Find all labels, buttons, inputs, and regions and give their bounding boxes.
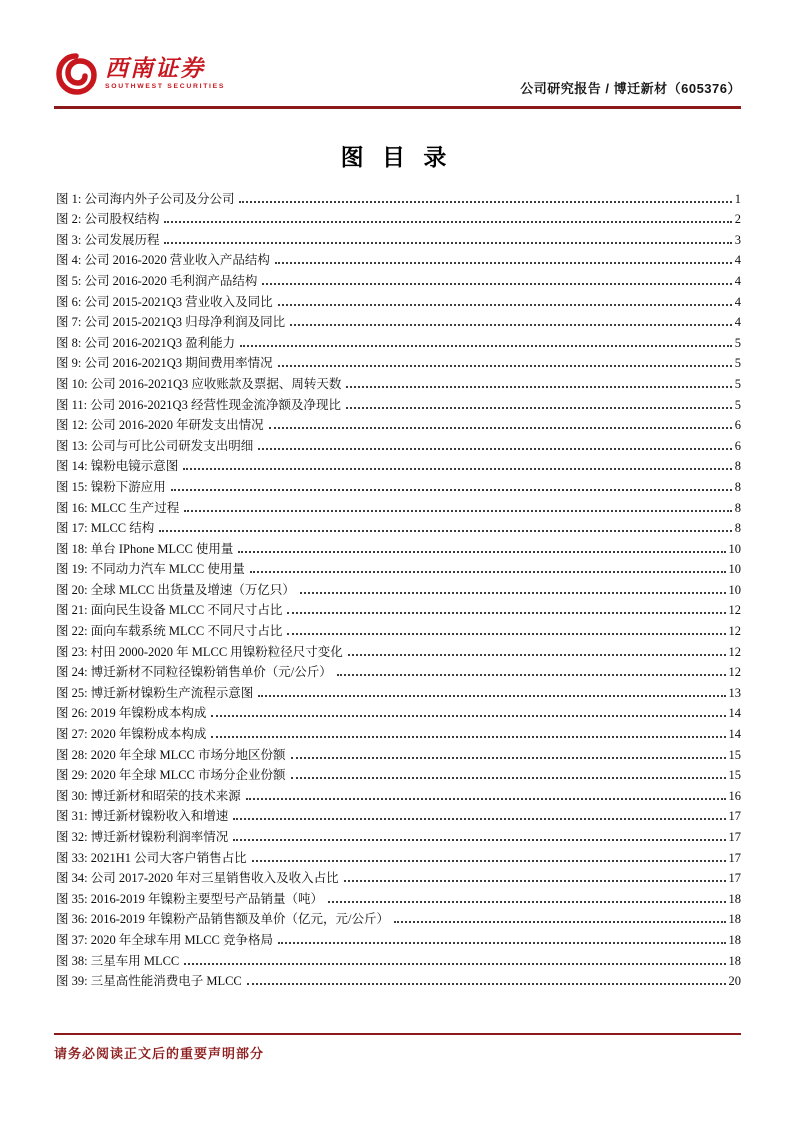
- report-type-label: 公司研究报告 / 博迁新材（605376）: [520, 81, 741, 96]
- toc-entry-label: 图 17: MLCC 结构: [56, 521, 155, 536]
- toc-leader-dots: [300, 592, 726, 594]
- toc-leader-dots: [159, 530, 731, 532]
- toc-leader-dots: [344, 880, 726, 882]
- toc-entry-label: 图 15: 镍粉下游应用: [56, 479, 166, 494]
- toc-entry: [56, 433, 741, 454]
- toc-entry-label: 图 10: 公司 2016-2021Q3 应收账款及票据、周转天数: [56, 376, 342, 391]
- toc-entry-label: 图 29: 2020 年全球 MLCC 市场分企业份额: [56, 768, 286, 783]
- toc-entry-label: 图 30: 博迁新材和昭荣的技术来源: [56, 788, 241, 803]
- toc-entry: [56, 577, 741, 598]
- toc-entry: [56, 371, 741, 392]
- toc-entry-page: 18: [728, 953, 741, 968]
- toc-leader-dots: [164, 221, 731, 223]
- toc-entry-page: 5: [734, 356, 741, 371]
- toc-entry-label: 图 7: 公司 2015-2021Q3 归母净利润及同比: [56, 315, 286, 330]
- toc-entry: [56, 927, 741, 948]
- toc-entry: [56, 536, 741, 557]
- toc-leader-dots: [211, 736, 725, 738]
- toc-entry: [56, 186, 741, 207]
- toc-entry-page: 17: [728, 871, 741, 886]
- toc-leader-dots: [252, 860, 726, 862]
- toc-leader-dots: [211, 715, 725, 717]
- toc-entry-page: 12: [728, 624, 741, 639]
- toc-entry-label: 图 31: 博迁新材镍粉收入和增速: [56, 809, 229, 824]
- toc-leader-dots: [164, 242, 731, 244]
- toc-leader-dots: [291, 757, 726, 759]
- toc-leader-dots: [275, 262, 732, 264]
- toc-leader-dots: [171, 489, 732, 491]
- toc-entry: [56, 495, 741, 516]
- toc-entry: [56, 907, 741, 928]
- toc-entry-label: 图 3: 公司发展历程: [56, 232, 160, 247]
- footer-disclaimer: 请务必阅读正文后的重要声明部分: [54, 1046, 265, 1061]
- toc-entry-label: 图 33: 2021H1 公司大客户销售占比: [56, 850, 247, 865]
- toc-entry-label: 图 28: 2020 年全球 MLCC 市场分地区份额: [56, 747, 286, 762]
- toc-entry-page: 15: [728, 768, 741, 783]
- toc-leader-dots: [246, 798, 726, 800]
- toc-entry-page: 4: [734, 273, 741, 288]
- toc-leader-dots: [278, 365, 732, 367]
- toc-entry-page: 14: [728, 706, 741, 721]
- toc-leader-dots: [233, 818, 725, 820]
- toc-entry-page: 17: [728, 850, 741, 865]
- toc-entry: [56, 845, 741, 866]
- toc-entry-label: 图 27: 2020 年镍粉成本构成: [56, 727, 207, 742]
- toc-entry: [56, 618, 741, 639]
- toc-entry-label: 图 22: 面向车载系统 MLCC 不同尺寸占比: [56, 624, 283, 639]
- toc-entry-page: 20: [728, 974, 741, 989]
- toc-leader-dots: [287, 633, 725, 635]
- toc-leader-dots: [183, 468, 732, 470]
- toc-entry-label: 图 12: 公司 2016-2020 年研发支出情况: [56, 418, 264, 433]
- toc-entry-label: 图 21: 面向民生设备 MLCC 不同尺寸占比: [56, 603, 283, 618]
- toc-leader-dots: [348, 654, 726, 656]
- toc-entry: [56, 804, 741, 825]
- toc-leader-dots: [258, 695, 725, 697]
- toc-leader-dots: [328, 901, 725, 903]
- toc-entry-label: 图 14: 镍粉电镜示意图: [56, 459, 179, 474]
- toc-leader-dots: [239, 201, 731, 203]
- toc-entry-label: 图 20: 全球 MLCC 出货量及增速（万亿只）: [56, 582, 295, 597]
- toc-entry: [56, 454, 741, 475]
- toc-leader-dots: [184, 963, 725, 965]
- toc-entry-page: 6: [734, 418, 741, 433]
- toc-leader-dots: [233, 839, 725, 841]
- toc-leader-dots: [250, 571, 726, 573]
- toc-leader-dots: [278, 304, 732, 306]
- toc-entry: [56, 207, 741, 228]
- toc-entry-label: 图 38: 三星车用 MLCC: [56, 953, 180, 968]
- toc-entry-label: 图 18: 单台 IPhone MLCC 使用量: [56, 541, 234, 556]
- toc-entry-page: 2: [734, 212, 741, 227]
- toc-entry-page: 5: [734, 335, 741, 350]
- brand-text: [105, 57, 225, 91]
- toc-leader-dots: [394, 921, 726, 923]
- toc-leader-dots: [258, 448, 732, 450]
- toc-entry-label: 图 16: MLCC 生产过程: [56, 500, 180, 515]
- toc-entry-page: 4: [734, 315, 741, 330]
- toc-leader-dots: [247, 983, 726, 985]
- toc-entry-label: 图 25: 博迁新材镍粉生产流程示意图: [56, 685, 254, 700]
- toc-leader-dots: [269, 427, 732, 429]
- toc-entry: [56, 721, 741, 742]
- toc-entry-page: 17: [728, 809, 741, 824]
- brand-name-en: SOUTHWEST SECURITIES: [105, 83, 226, 91]
- toc-entry-label: 图 19: 不同动力汽车 MLCC 使用量: [56, 562, 245, 577]
- toc-leader-dots: [337, 674, 726, 676]
- toc-entry-label: 图 23: 村田 2000-2020 年 MLCC 用镍粉粒径尺寸变化: [56, 644, 343, 659]
- toc-entry: [56, 516, 741, 537]
- toc-entry-page: 6: [734, 438, 741, 453]
- toc-entry-label: 图 1: 公司海内外子公司及分公司: [56, 191, 235, 206]
- toc-entry-page: 18: [728, 932, 741, 947]
- toc-leader-dots: [290, 324, 732, 326]
- toc-entry: [56, 680, 741, 701]
- brand-name-cn: 西南证券: [105, 56, 205, 82]
- toc-entry-label: 图 35: 2016-2019 年镍粉主要型号产品销量（吨）: [56, 891, 324, 906]
- toc-entry-page: 4: [734, 294, 741, 309]
- toc-entry: [56, 268, 741, 289]
- toc-entry-page: 8: [734, 479, 741, 494]
- toc-entry-label: 图 39: 三星高性能消费电子 MLCC: [56, 974, 242, 989]
- toc-entry-page: 10: [728, 562, 741, 577]
- toc-entry-page: 10: [728, 582, 741, 597]
- toc-entry-page: 4: [734, 253, 741, 268]
- southwest-securities-swirl-icon: [54, 52, 98, 96]
- toc-leader-dots: [262, 283, 731, 285]
- toc-entry-page: 18: [728, 891, 741, 906]
- toc-entry-page: 5: [734, 376, 741, 391]
- toc-entry-page: 17: [728, 830, 741, 844]
- toc-entry-page: 10: [728, 541, 741, 556]
- toc-leader-dots: [346, 386, 731, 388]
- toc-entry: [56, 289, 741, 310]
- toc-entry: [56, 886, 741, 907]
- toc-leader-dots: [278, 942, 725, 944]
- toc-entry-label: 图 4: 公司 2016-2020 营业收入产品结构: [56, 253, 270, 268]
- toc-entry-label: 图 9: 公司 2016-2021Q3 期间费用率情况: [56, 356, 273, 371]
- toc-entry-label: 图 5: 公司 2016-2020 毛利润产品结构: [56, 273, 258, 288]
- toc-entry: [56, 948, 741, 969]
- toc-entry-page: 14: [728, 727, 741, 742]
- toc-entry-page: 12: [728, 665, 741, 680]
- toc-entry-label: 图 6: 公司 2015-2021Q3 营业收入及同比: [56, 294, 273, 309]
- report-footer: [54, 1033, 741, 1062]
- toc-entry-page: 12: [728, 603, 741, 618]
- toc-entry-page: 16: [728, 788, 741, 803]
- toc-entry: [56, 824, 741, 845]
- toc-entry-label: 图 37: 2020 年全球车用 MLCC 竞争格局: [56, 932, 274, 947]
- toc-entry-page: 3: [734, 232, 741, 247]
- toc-leader-dots: [287, 612, 725, 614]
- toc-entry: [56, 392, 741, 413]
- toc-entry: [56, 598, 741, 619]
- toc-entry: [56, 557, 741, 578]
- toc-entry-label: 图 26: 2019 年镍粉成本构成: [56, 706, 207, 721]
- toc-entry-label: 图 8: 公司 2016-2021Q3 盈利能力: [56, 335, 236, 350]
- report-header: [54, 42, 741, 109]
- toc-entry: [56, 474, 741, 495]
- toc-entry-page: 13: [728, 685, 741, 700]
- toc-leader-dots: [346, 407, 732, 409]
- toc-entry: [56, 742, 741, 763]
- toc-entry: [56, 330, 741, 351]
- page-title: 图 目 录: [340, 144, 453, 170]
- toc-entry: [56, 783, 741, 804]
- toc-entry: [56, 413, 741, 434]
- toc-leader-dots: [240, 345, 732, 347]
- toc-entry-label: 图 36: 2016-2019 年镍粉产品销售额及单价（亿元，元/公斤）: [56, 912, 389, 927]
- toc-entry-label: 图 11: 公司 2016-2021Q3 经营性现金流净额及净现比: [56, 397, 341, 412]
- toc-leader-dots: [238, 551, 725, 553]
- toc-entry: [56, 351, 741, 372]
- toc-entry: [56, 969, 741, 990]
- toc-entry-page: 1: [734, 191, 741, 206]
- toc-entry: [56, 660, 741, 681]
- toc-entry-page: 8: [734, 500, 741, 515]
- toc-entry-label: 图 34: 公司 2017-2020 年对三星销售收入及收入占比: [56, 871, 339, 886]
- toc-entry-page: 12: [728, 644, 741, 659]
- toc-entry-label: 图 2: 公司股权结构: [56, 212, 160, 227]
- toc-entry: [56, 310, 741, 331]
- toc-entry: [56, 639, 741, 660]
- toc-entry-page: 8: [734, 459, 741, 474]
- toc-leader-dots: [184, 510, 731, 512]
- company-logo: [54, 42, 225, 106]
- toc-entry-page: 18: [728, 912, 741, 927]
- toc-entry: [56, 701, 741, 722]
- toc-leader-dots: [291, 777, 726, 779]
- toc-entry-page: 15: [728, 747, 741, 762]
- toc-entry: [56, 866, 741, 887]
- toc-entry-label: 图 24: 博迁新材不同粒径镍粉销售单价（元/公斤）: [56, 665, 332, 680]
- toc-entry-page: 8: [734, 521, 741, 536]
- toc-entry-page: 5: [734, 397, 741, 412]
- toc-entry: [56, 248, 741, 269]
- toc-entry: [56, 763, 741, 784]
- toc-entry: [56, 227, 741, 248]
- toc-entry-label: 图 32: 博迁新材镍粉利润率情况: [56, 830, 229, 844]
- toc-list: [56, 186, 741, 989]
- toc-entry-label: 图 13: 公司与可比公司研发支出明细: [56, 438, 254, 453]
